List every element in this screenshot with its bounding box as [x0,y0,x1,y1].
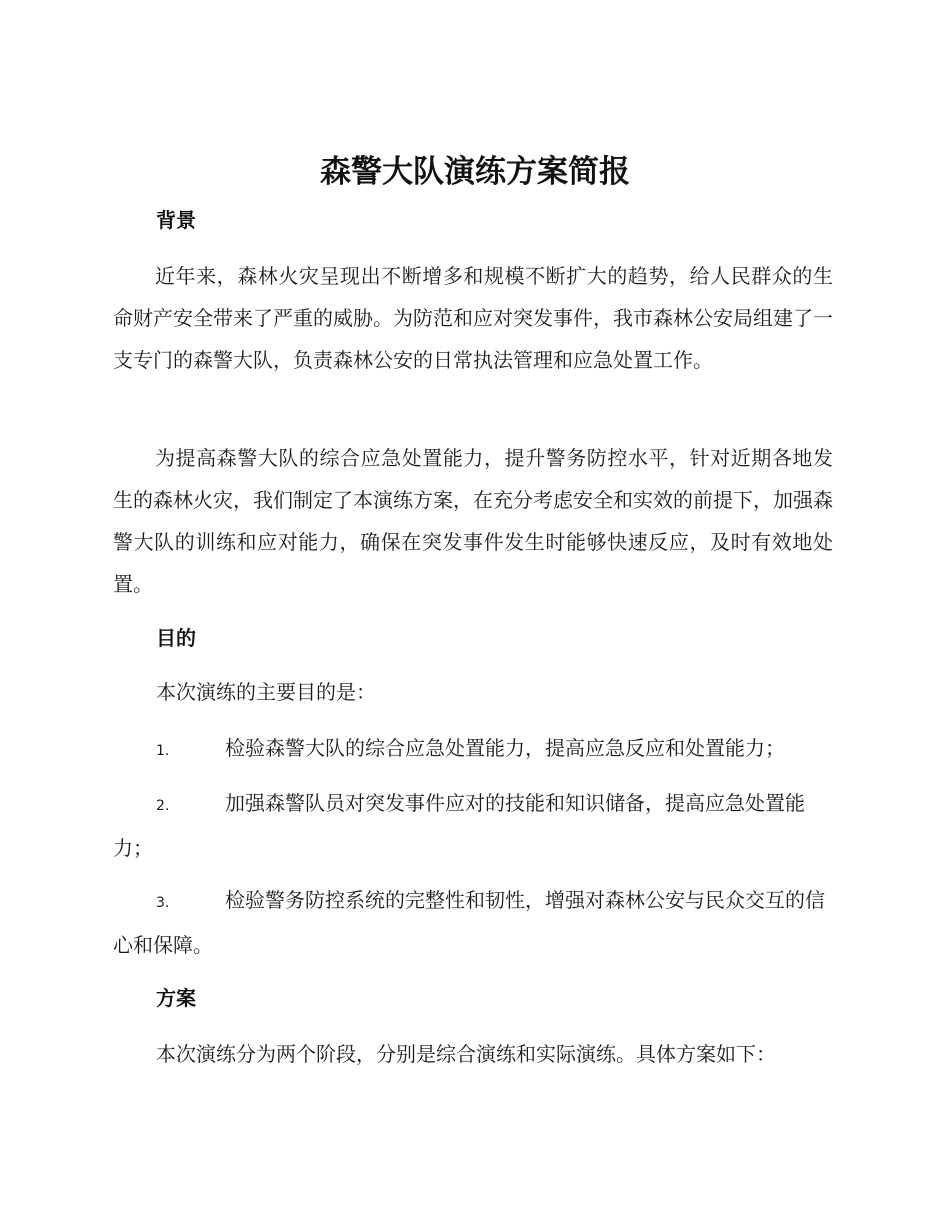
plan-intro: 本次演练分为两个阶段，分别是综合演练和实际演练。具体方案如下： [156,1042,776,1066]
purpose-list-item [113,727,833,772]
section-heading-plan: 方案 [156,986,196,1010]
purpose-intro: 本次演练的主要目的是： [156,680,376,704]
list-item-text: 加强森警队员对突发事件应对的技能和知识储备，提高应急处置能力； [113,791,805,860]
section-heading-purpose: 目的 [156,626,196,650]
list-item-number: 2. [156,798,170,814]
list-item-number: 1. [156,743,170,759]
list-item-text: 检验警务防控系统的完整性和韧性，增强对森林公安与民众交互的信心和保障。 [113,888,825,957]
document-title: 森警大队演练方案简报 [320,154,630,190]
background-paragraph-2: 为提高森警大队的综合应急处置能力，提升警务防控水平，针对近期各地发生的森林火灾，我们制定了本演练方案，在充分考虑安全和实效的前提下，加强森警大队的训练和应对能力，确保在突发事件发生时能够快速反应，及时有效地处置。 [113,446,833,596]
purpose-list-item [113,782,833,869]
list-item-text: 检验森警大队的综合应急处置能力，提高应急反应和处置能力； [225,736,785,760]
list-item-number: 3. [156,895,170,911]
section-heading-background: 背景 [156,208,196,232]
background-paragraph-1: 近年来，森林火灾呈现出不断增多和规模不断扩大的趋势，给人民群众的生命财产安全带来了严重的威胁。为防范和应对突发事件，我市森林公安局组建了一支专门的森警大队，负责森林公安的日常执法管理和应急处置工作。 [113,264,833,372]
purpose-list-item [113,879,833,966]
